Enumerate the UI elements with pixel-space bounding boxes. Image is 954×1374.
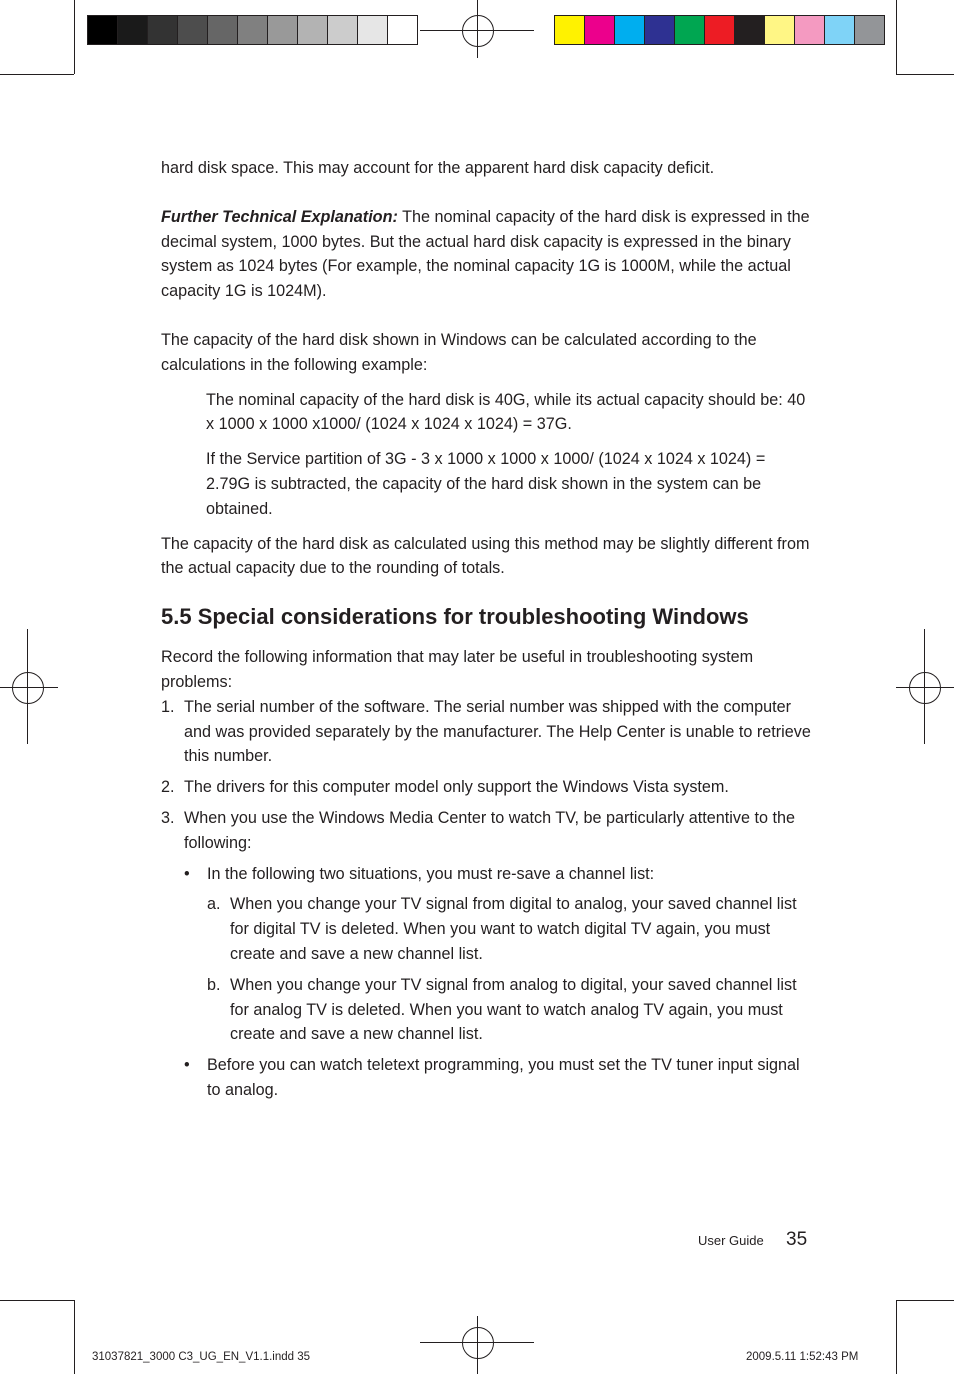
- color-swatch: [675, 16, 705, 44]
- bullet-icon: •: [184, 1056, 190, 1075]
- bullet-icon: •: [184, 864, 190, 883]
- color-swatch: [238, 16, 268, 44]
- color-swatch: [555, 16, 585, 44]
- list-number: 2.: [161, 778, 175, 797]
- paragraph-rounding-note: The capacity of the hard disk as calculated using this method may be slightly different from the actual capacity due to the rounding of totals.: [161, 534, 810, 578]
- color-swatch: [705, 16, 735, 44]
- color-swatch: [615, 16, 645, 44]
- list-item-text: The drivers for this computer model only support the Windows Vista system.: [184, 778, 729, 797]
- color-swatch: [645, 16, 675, 44]
- sub-list-letter: b.: [207, 975, 221, 994]
- footer-label: User Guide: [698, 1233, 764, 1248]
- color-swatch: [765, 16, 795, 44]
- color-swatch: [148, 16, 178, 44]
- section-heading: 5.5 Special considerations for troubleshooting Windows: [161, 604, 749, 630]
- color-swatch: [825, 16, 855, 44]
- bullet-item-text: In the following two situations, you must re-save a channel list:: [207, 864, 655, 883]
- lead-in-label: Further Technical Explanation:: [161, 207, 398, 226]
- color-swatch: [795, 16, 825, 44]
- paragraph-capacity-intro: The capacity of the hard disk shown in Windows can be calculated according to the calculations in the following example:: [161, 330, 757, 374]
- color-swatch: [388, 16, 417, 44]
- sub-list-text: When you change your TV signal from digital to analog, your saved channel list for digital TV is deleted. When you want to watch digital TV again, you must create and save a new channel list.: [230, 895, 797, 963]
- crop-mark: [74, 1300, 75, 1374]
- crop-mark: [896, 74, 954, 75]
- list-item: [161, 695, 811, 769]
- color-swatch: [328, 16, 358, 44]
- bullet-item-text: Before you can watch teletext programming, you must set the TV tuner input signal to analog.: [207, 1056, 800, 1099]
- crop-mark: [0, 74, 74, 75]
- color-swatch: [118, 16, 148, 44]
- example-service-partition: If the Service partition of 3G - 3 x 1000 x 1000 x 1000/ (1024 x 1024 x 1024) = 2.79G is subtracted, the capacity of the hard disk shown in the system can be obtained.: [206, 450, 766, 518]
- bullet-item: [184, 862, 811, 887]
- paragraph-record-info: Record the following information that may later be useful in troubleshooting system problems:: [161, 648, 754, 691]
- list-number: 1.: [161, 697, 175, 716]
- color-swatch: [855, 16, 884, 44]
- process-color-bar: [554, 15, 885, 45]
- paragraph-technical-explanation: [161, 205, 811, 304]
- print-slug-timestamp: 2009.5.11 1:52:43 PM: [746, 1351, 859, 1363]
- sub-list-item: [207, 892, 811, 966]
- crop-mark: [896, 1300, 954, 1301]
- list-number: 3.: [161, 808, 175, 827]
- paragraph-text: The nominal capacity of the hard disk is expressed in the decimal system, 1000 bytes. But the actual hard disk capacity is expressed in the binary system as 1024 bytes (For example, the nominal capacity 1G is 1000M, while the actual capacity 1G is 1024M).: [161, 207, 810, 301]
- color-swatch: [358, 16, 388, 44]
- crop-mark: [0, 1300, 74, 1301]
- color-swatch: [88, 16, 118, 44]
- list-item-text: When you use the Windows Media Center to watch TV, be particularly attentive to the following:: [184, 808, 795, 852]
- color-swatch: [208, 16, 238, 44]
- crop-mark: [896, 1300, 897, 1374]
- paragraph-deficit: hard disk space. This may account for the apparent hard disk capacity deficit.: [161, 159, 715, 177]
- color-swatch: [268, 16, 298, 44]
- list-item: [161, 775, 811, 800]
- color-swatch: [735, 16, 765, 44]
- color-swatch: [178, 16, 208, 44]
- print-slug-filename: 31037821_3000 C3_UG_EN_V1.1.indd 35: [92, 1351, 311, 1363]
- page-body: [161, 156, 811, 1103]
- list-item-text: The serial number of the software. The serial number was shipped with the computer and was provided separately by the manufacturer. The Help Center is unable to retrieve this number.: [184, 697, 811, 766]
- bullet-item: [184, 1053, 811, 1103]
- grayscale-color-bar: [87, 15, 418, 45]
- sub-list-text: When you change your TV signal from analog to digital, your saved channel list for analog TV is deleted. When you want to watch analog TV again, you must create and save a new channel list.: [230, 975, 797, 1044]
- color-swatch: [298, 16, 328, 44]
- color-swatch: [585, 16, 615, 44]
- crop-mark: [896, 0, 897, 74]
- example-nominal-capacity: The nominal capacity of the hard disk is 40G, while its actual capacity should be: 40 x 1000 x 1000 x1000/ (1024 x 1024 x 1024) = 37G.: [206, 390, 806, 434]
- sub-list-item: [207, 973, 811, 1047]
- sub-list-letter: a.: [207, 895, 221, 914]
- list-item: [161, 806, 811, 856]
- page-number: 35: [786, 1229, 808, 1250]
- crop-mark: [74, 0, 75, 74]
